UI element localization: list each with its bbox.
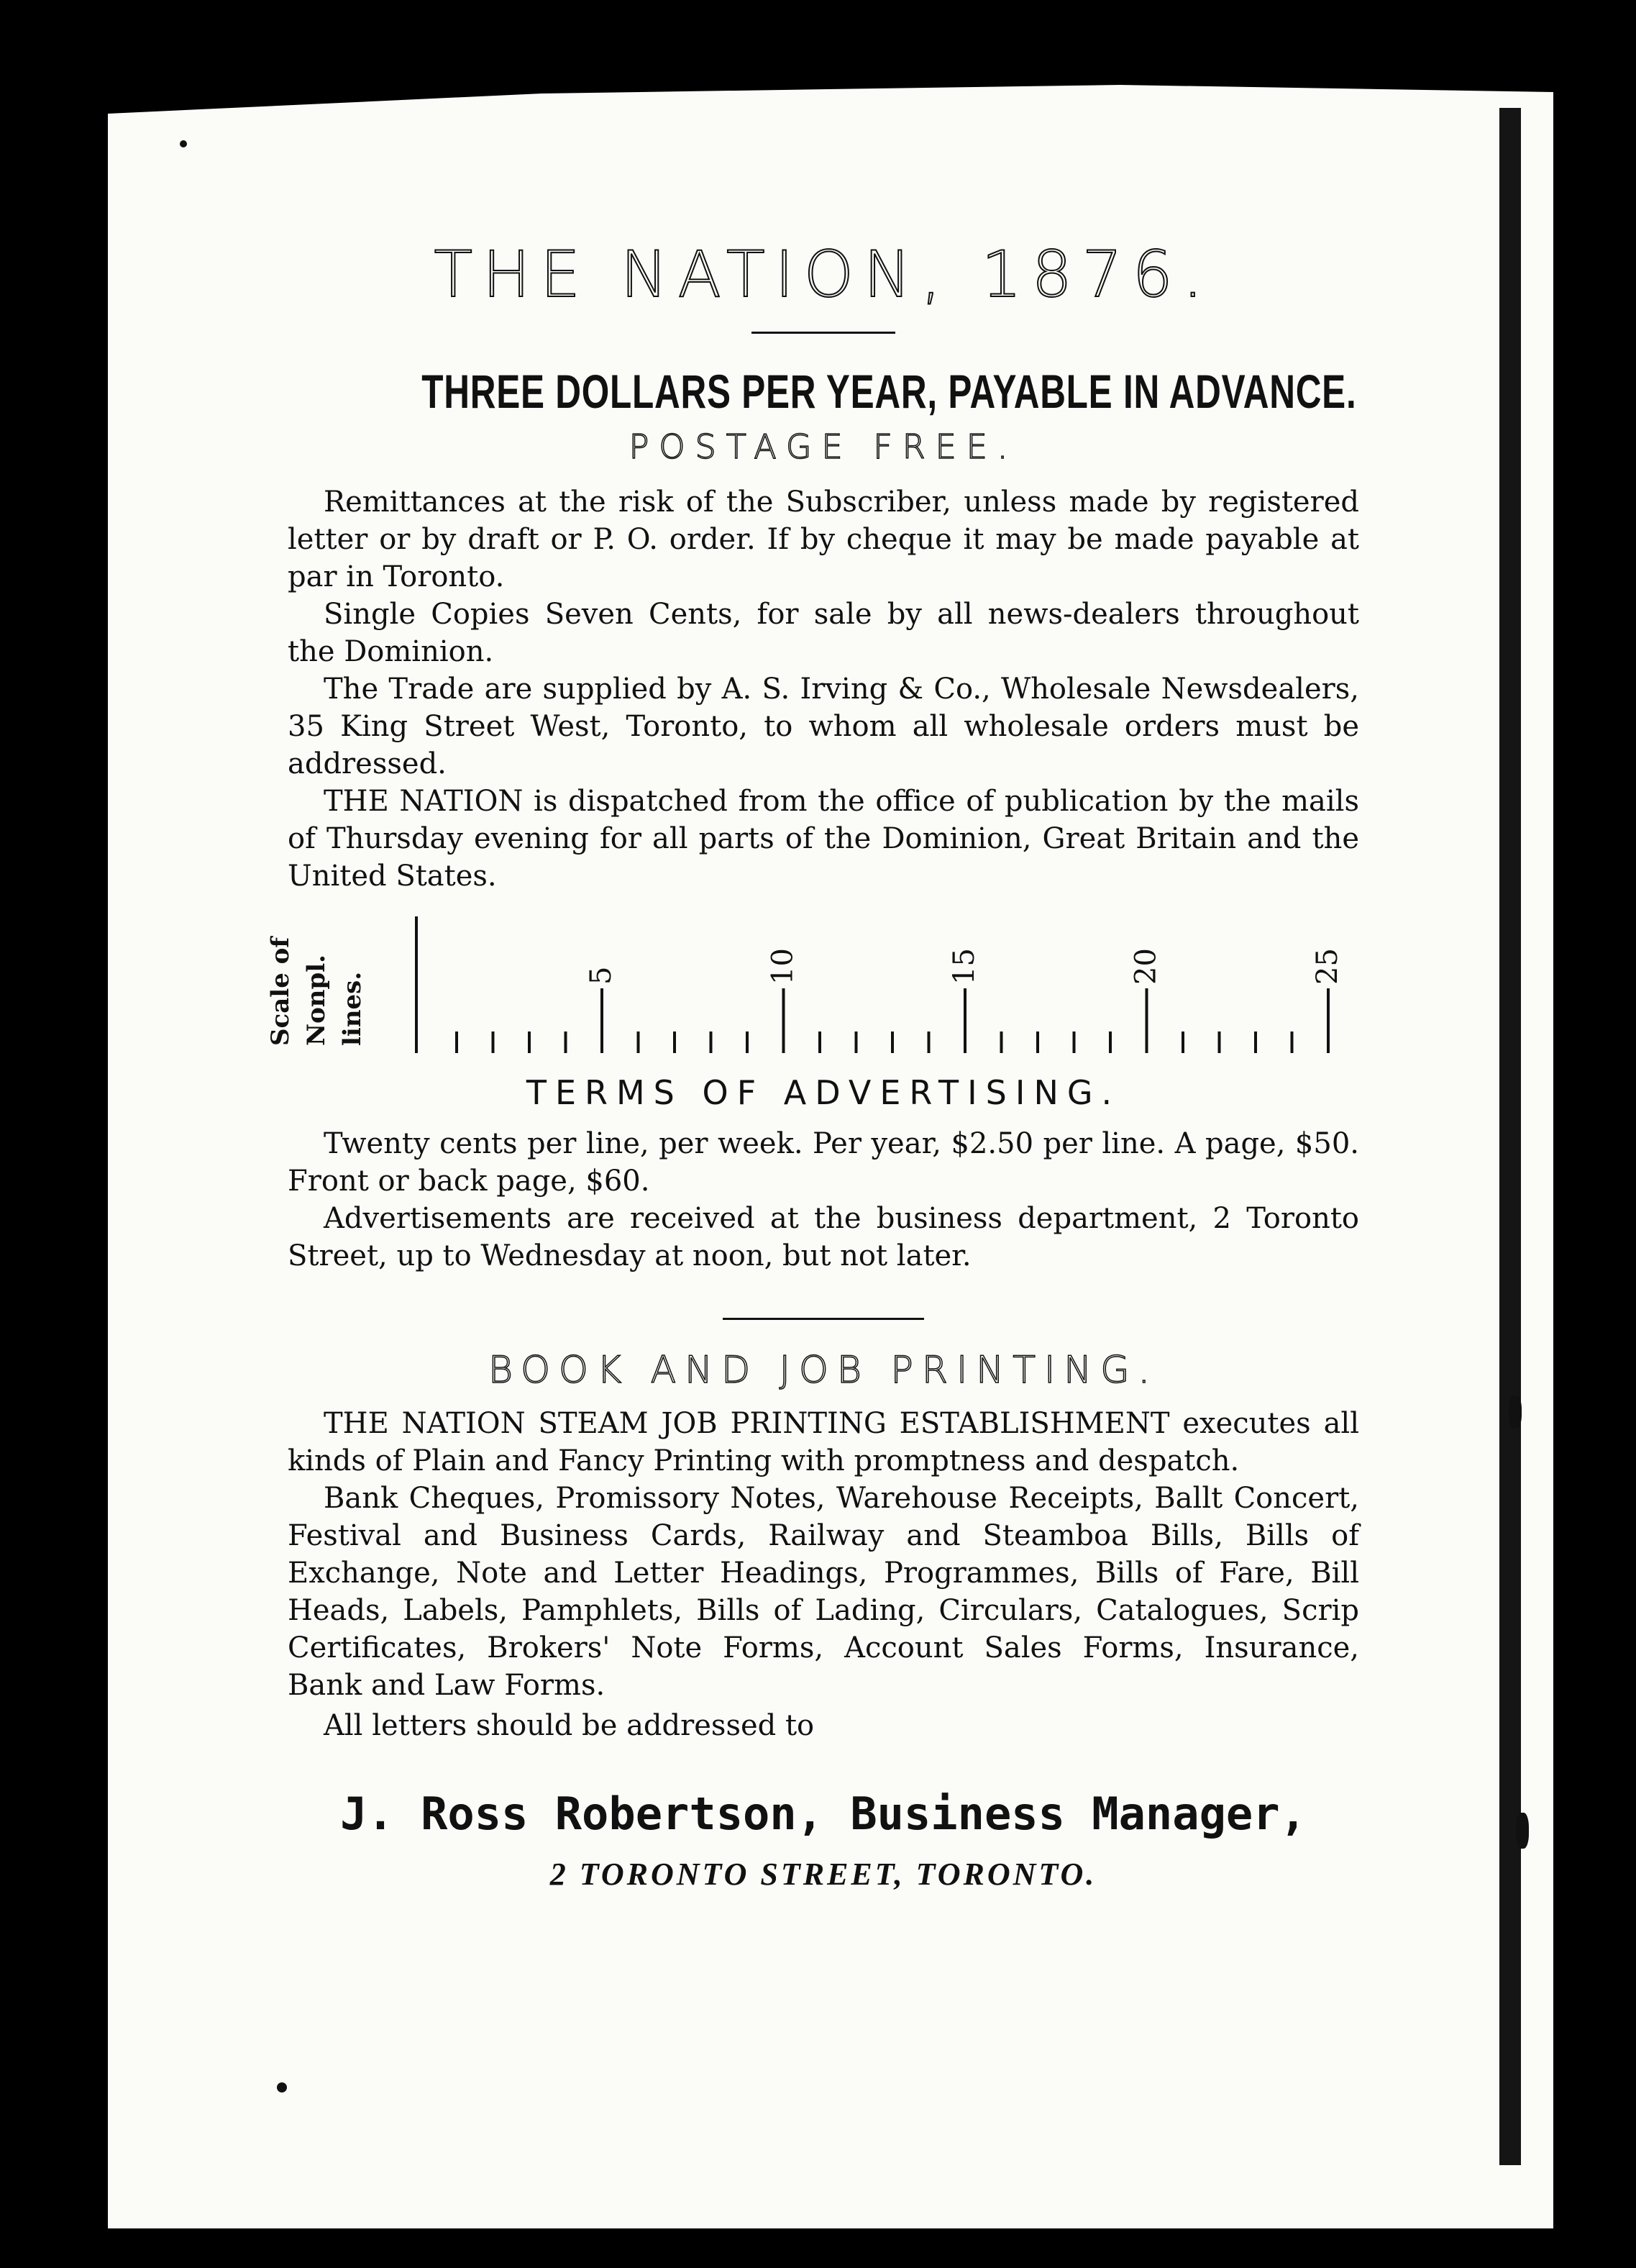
printing-terms (288, 1405, 1359, 1704)
advertising-terms (288, 1125, 1359, 1275)
postage-note: POSTAGE FREE. (629, 427, 1018, 466)
advertising-heading: TERMS OF ADVERTISING. (526, 1073, 1121, 1112)
scale-label-line: Scale of (266, 937, 295, 1046)
scale-ruler (413, 916, 1420, 1067)
speck (1516, 1813, 1529, 1849)
scale-mark-label: 10 (766, 948, 800, 985)
scale-mark-label: 20 (1129, 948, 1163, 985)
paragraph-establishment: THE NATION STEAM JOB PRINTING ESTABLISHMENT executes all kinds of Plain and Fancy Printing with promptness and despatch. (288, 1407, 1359, 1477)
scale-label (266, 924, 396, 1046)
page-content (266, 237, 1359, 1893)
divider (751, 332, 895, 334)
paragraph-services: Bank Cheques, Promissory Notes, Warehouse Receipts, Ballt Concert, Festival and Business Cards, Railway and Steamboa Bills, Bills of Exchange, Note and Letter Headings, Programmes, Bills of Fare, Bill Heads, Labels, Pamphlets, Bills of Lading, Circulars, Catalogues, Scrip Certificates, Brokers' Note Forms, Account Sales Forms, Insurance, Bank and Law Forms. (288, 1482, 1359, 1702)
letters-line: All letters should be addressed to (324, 1709, 815, 1742)
binding-edge (1499, 108, 1521, 2165)
page-title: THE NATION, 1876. (434, 237, 1213, 311)
speck (1509, 1395, 1522, 1429)
paragraph-received: Advertisements are received at the business department, 2 Toronto Street, up to Wednesday at noon, but not later. (288, 1202, 1359, 1272)
divider (723, 1318, 924, 1320)
subscription-headline: THREE DOLLARS PER YEAR, PAYABLE IN ADVANCE. (421, 365, 1357, 418)
paragraph-trade: The Trade are supplied by A. S. Irving & Co., Wholesale Newsdealers, 35 King Street West, Toronto, to whom all wholesale orders must be addressed. (288, 673, 1359, 780)
scale-mark-label: 5 (585, 966, 618, 985)
scale-mark-label: 15 (948, 948, 981, 985)
speck (180, 140, 187, 147)
paragraph-remittances: Remittances at the risk of the Subscriber, unless made by registered letter or by draft or P. O. order. If by cheque it may be made payable at par in Toronto. (288, 486, 1359, 593)
printing-heading: BOOK AND JOB PRINTING. (488, 1349, 1159, 1392)
scale-mark-label: 25 (1311, 948, 1344, 985)
scale-label-line: lines. (338, 971, 367, 1046)
business-address: 2 TORONTO STREET, TORONTO. (549, 1857, 1097, 1892)
business-manager: J. Ross Robertson, Business Manager, (340, 1787, 1307, 1840)
scale-label-line: Nonpl. (302, 954, 331, 1046)
speck (277, 2082, 287, 2092)
subscription-terms (288, 483, 1359, 895)
nonpareil-scale (266, 916, 1359, 1067)
paragraph-rates: Twenty cents per line, per week. Per year, $2.50 per line. A page, $50. Front or back page, $60. (288, 1127, 1359, 1198)
paragraph-single-copies: Single Copies Seven Cents, for sale by all news-dealers throughout the Dominion. (288, 598, 1359, 668)
paragraph-dispatch: THE NATION is dispatched from the office of publication by the mails of Thursday evening for all parts of the Dominion, Great Britain and the United States. (288, 785, 1359, 893)
